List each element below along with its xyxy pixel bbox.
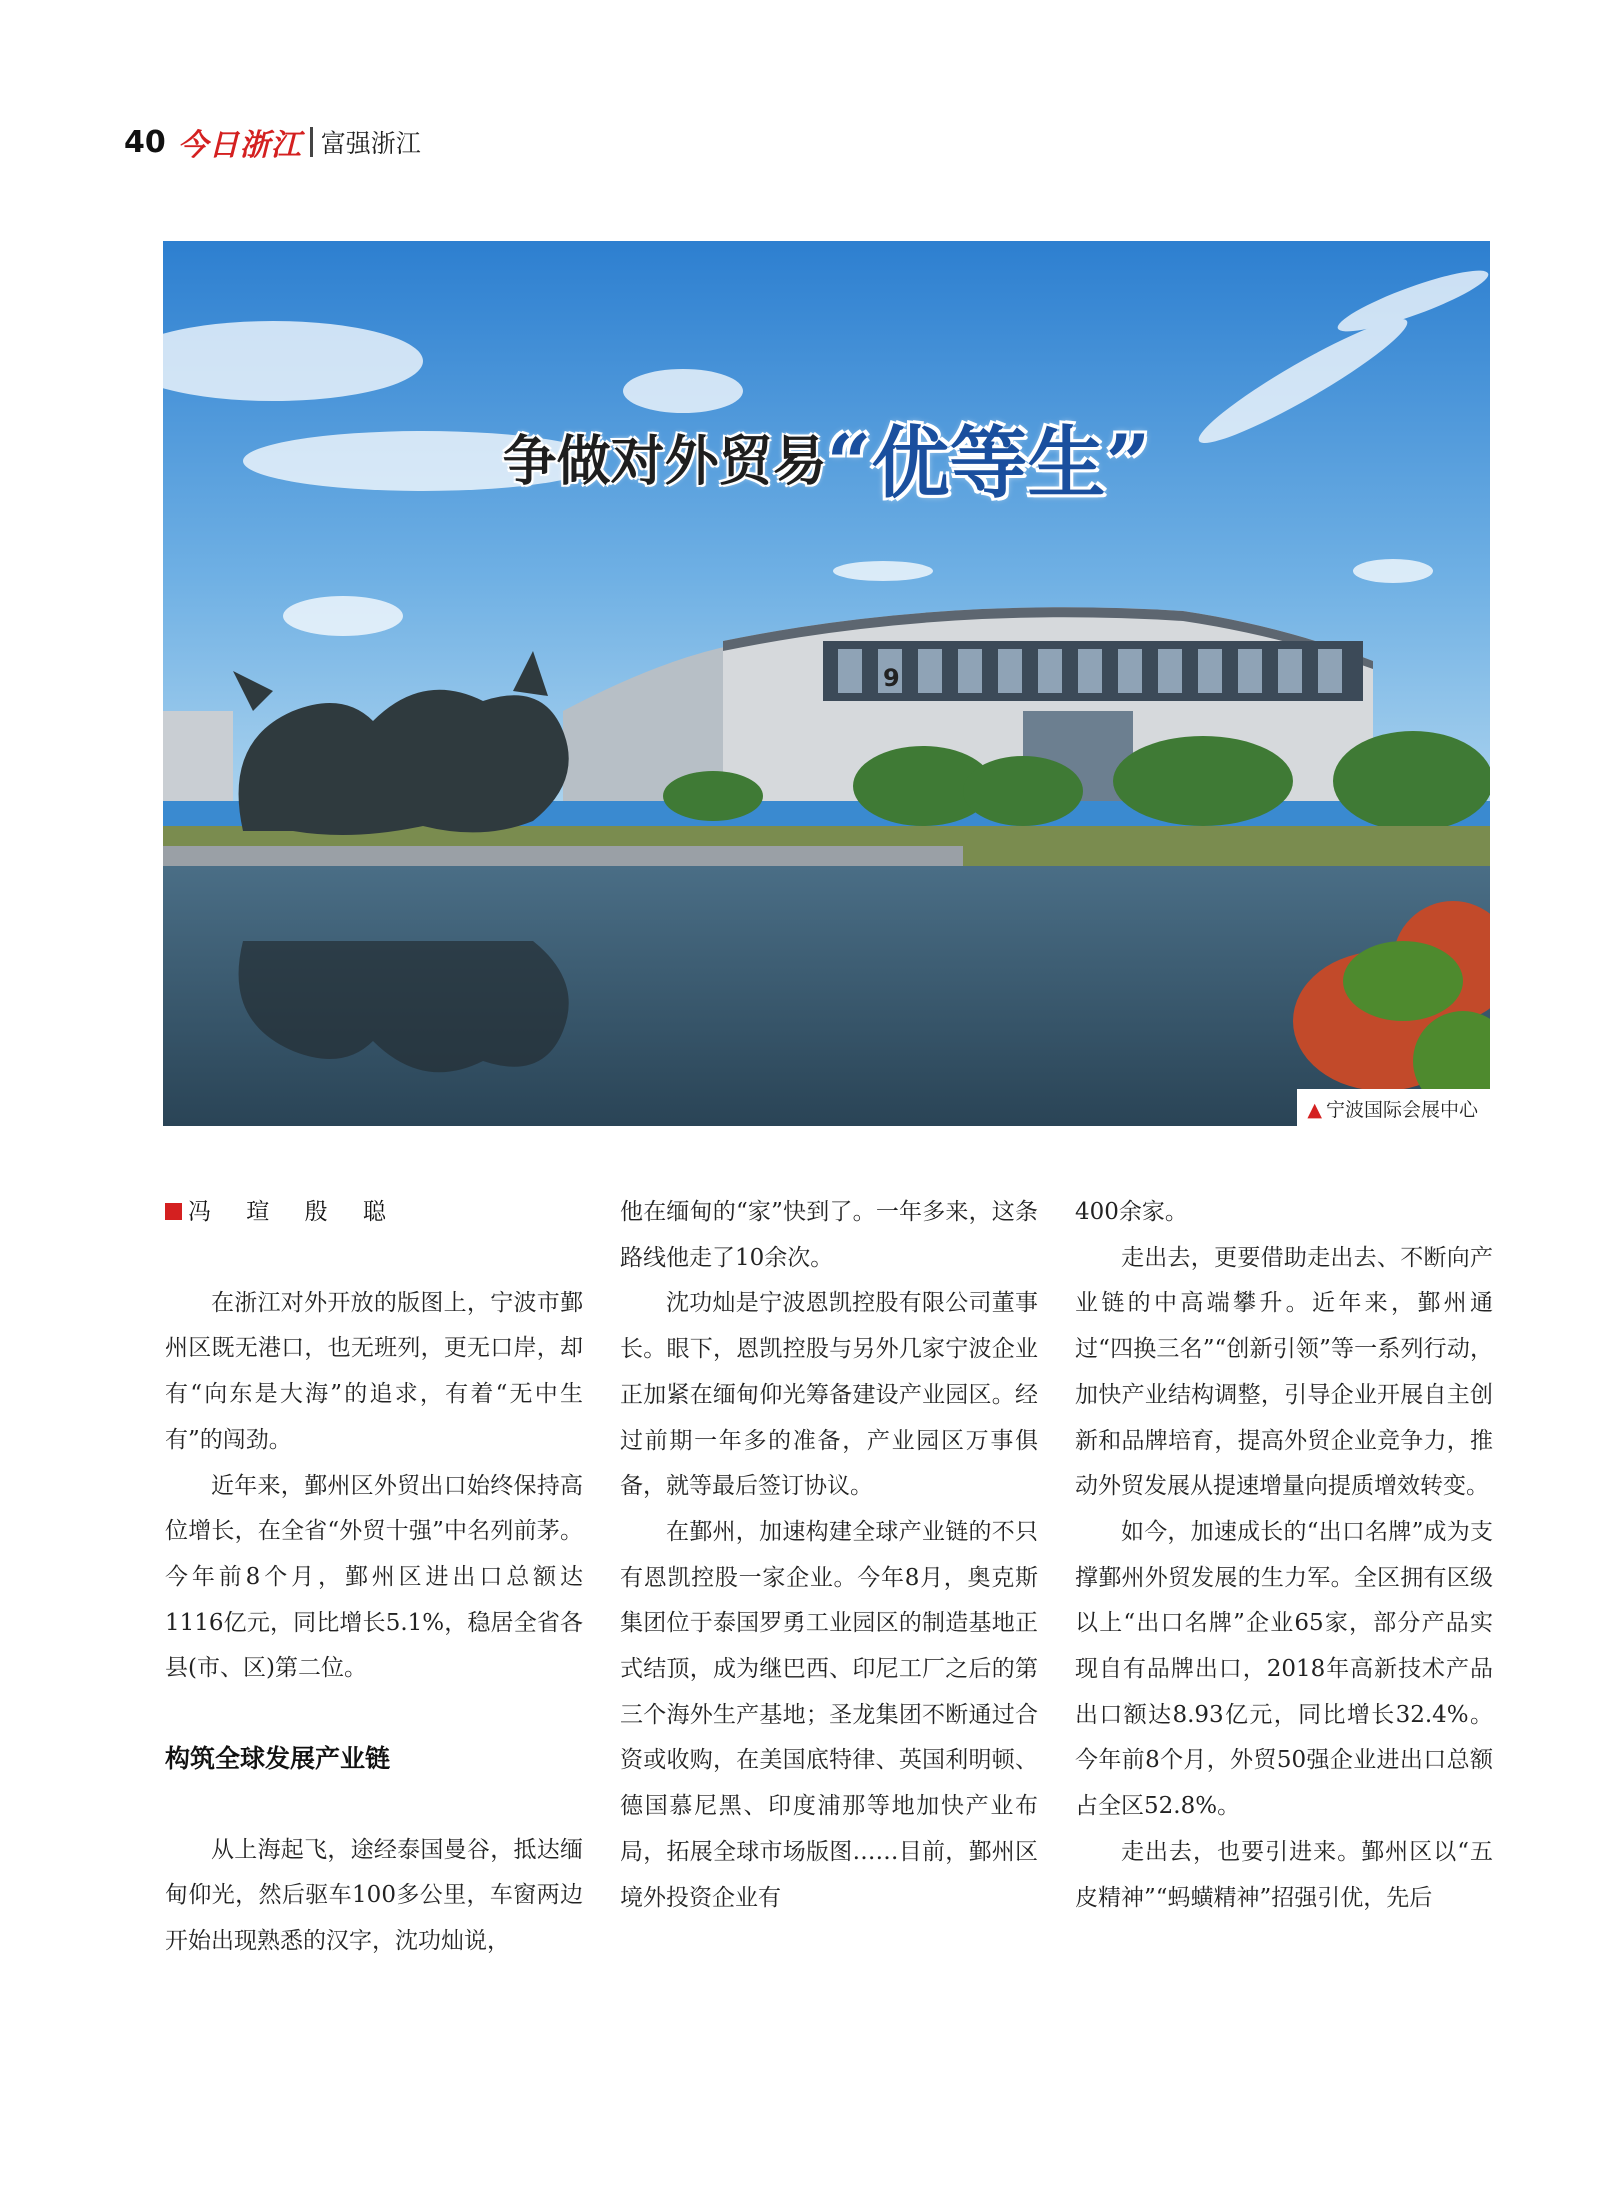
page-number: 40 [124, 124, 166, 160]
hall-number-label: 9 [883, 664, 900, 692]
paragraph: 走出去，也要引进来。鄞州区以“五皮精神”“蚂蟥精神”招强引优，先后 [1075, 1838, 1493, 1911]
author-names: 冯 瑄 殷 聪 [188, 1199, 400, 1225]
paragraph: 在鄞州，加速构建全球产业链的不只有恩凯控股一家企业。今年8月，奥克斯集团位于泰国罗勇工业园区的制造基地正式结顶，成为继巴西、印尼工厂之后的第三个海外生产基地；圣龙集团不断通过合资或收购，在美国底特律、英国利明顿、德国慕尼黑、印度浦那等地加快产业布局，拓展全球市场版图……目前，鄞州区境外投资企业有 [620, 1518, 1038, 1911]
paragraph: 从上海起飞，途经泰国曼谷，抵达缅甸仰光，然后驱车100多公里，车窗两边开始出现熟悉的汉字，沈功灿说， [165, 1836, 583, 1955]
column-2 [620, 1190, 1038, 1921]
paragraph: 近年来，鄞州区外贸出口始终保持高位增长，在全省“外贸十强”中名列前茅。今年前8个月，鄞州区进出口总额达1116亿元，同比增长5.1%，稳居全省各县(市、区)第二位。 [165, 1472, 583, 1682]
column-1 [165, 1190, 583, 1965]
page-header [124, 118, 421, 166]
paragraph: 沈功灿是宁波恩凯控股有限公司董事长。眼下，恩凯控股与另外几家宁波企业正加紧在缅甸仰光筹备建设产业园区。经过前期一年多的准备，产业园区万事俱备，就等最后签订协议。 [620, 1290, 1038, 1500]
byline [165, 1190, 583, 1236]
column-3 [1075, 1190, 1493, 1921]
red-square-icon [165, 1203, 182, 1220]
article-headline [163, 401, 1490, 513]
photo-caption [1297, 1089, 1490, 1126]
paragraph-continued: 他在缅甸的“家”快到了。一年多来，这条路线他走了10余次。 [620, 1199, 1038, 1271]
triangle-icon: ▲ [1307, 1099, 1322, 1121]
paragraph: 在浙江对外开放的版图上，宁波市鄞州区既无港口，也无班列，更无口岸，却有“向东是大海”的追求，有着“无中生有”的闯劲。 [165, 1289, 583, 1453]
paragraph-continued: 400余家。 [1075, 1199, 1188, 1225]
subheading: 构筑全球发展产业链 [165, 1744, 391, 1774]
exhibition-center-illustration [163, 241, 1490, 1126]
hero-photo [163, 241, 1490, 1126]
headline-highlight: “优等生” [826, 418, 1151, 509]
headline-text: 争做对外贸易 [502, 428, 827, 493]
caption-text: 宁波国际会展中心 [1325, 1099, 1478, 1121]
section-name: 富强浙江 [320, 129, 421, 158]
header-divider [310, 127, 313, 157]
paragraph: 如今，加速成长的“出口名牌”成为支撑鄞州外贸发展的生力军。全区拥有区级以上“出口名牌”企业65家，部分产品实现自有品牌出口，2018年高新技术产品出口额达8.93亿元，同比增长32.4%。今年前8个月，外贸50强企业进出口总额占全区52.8%。 [1075, 1518, 1493, 1820]
publication-logo: 今日浙江 [177, 128, 302, 163]
paragraph: 走出去，更要借助走出去、不断向产业链的中高端攀升。近年来，鄞州通过“四换三名”“创新引领”等一系列行动，加快产业结构调整，引导企业开展自主创新和品牌培育，提高外贸企业竞争力，推动外贸发展从提速增量向提质增效转变。 [1075, 1244, 1493, 1500]
